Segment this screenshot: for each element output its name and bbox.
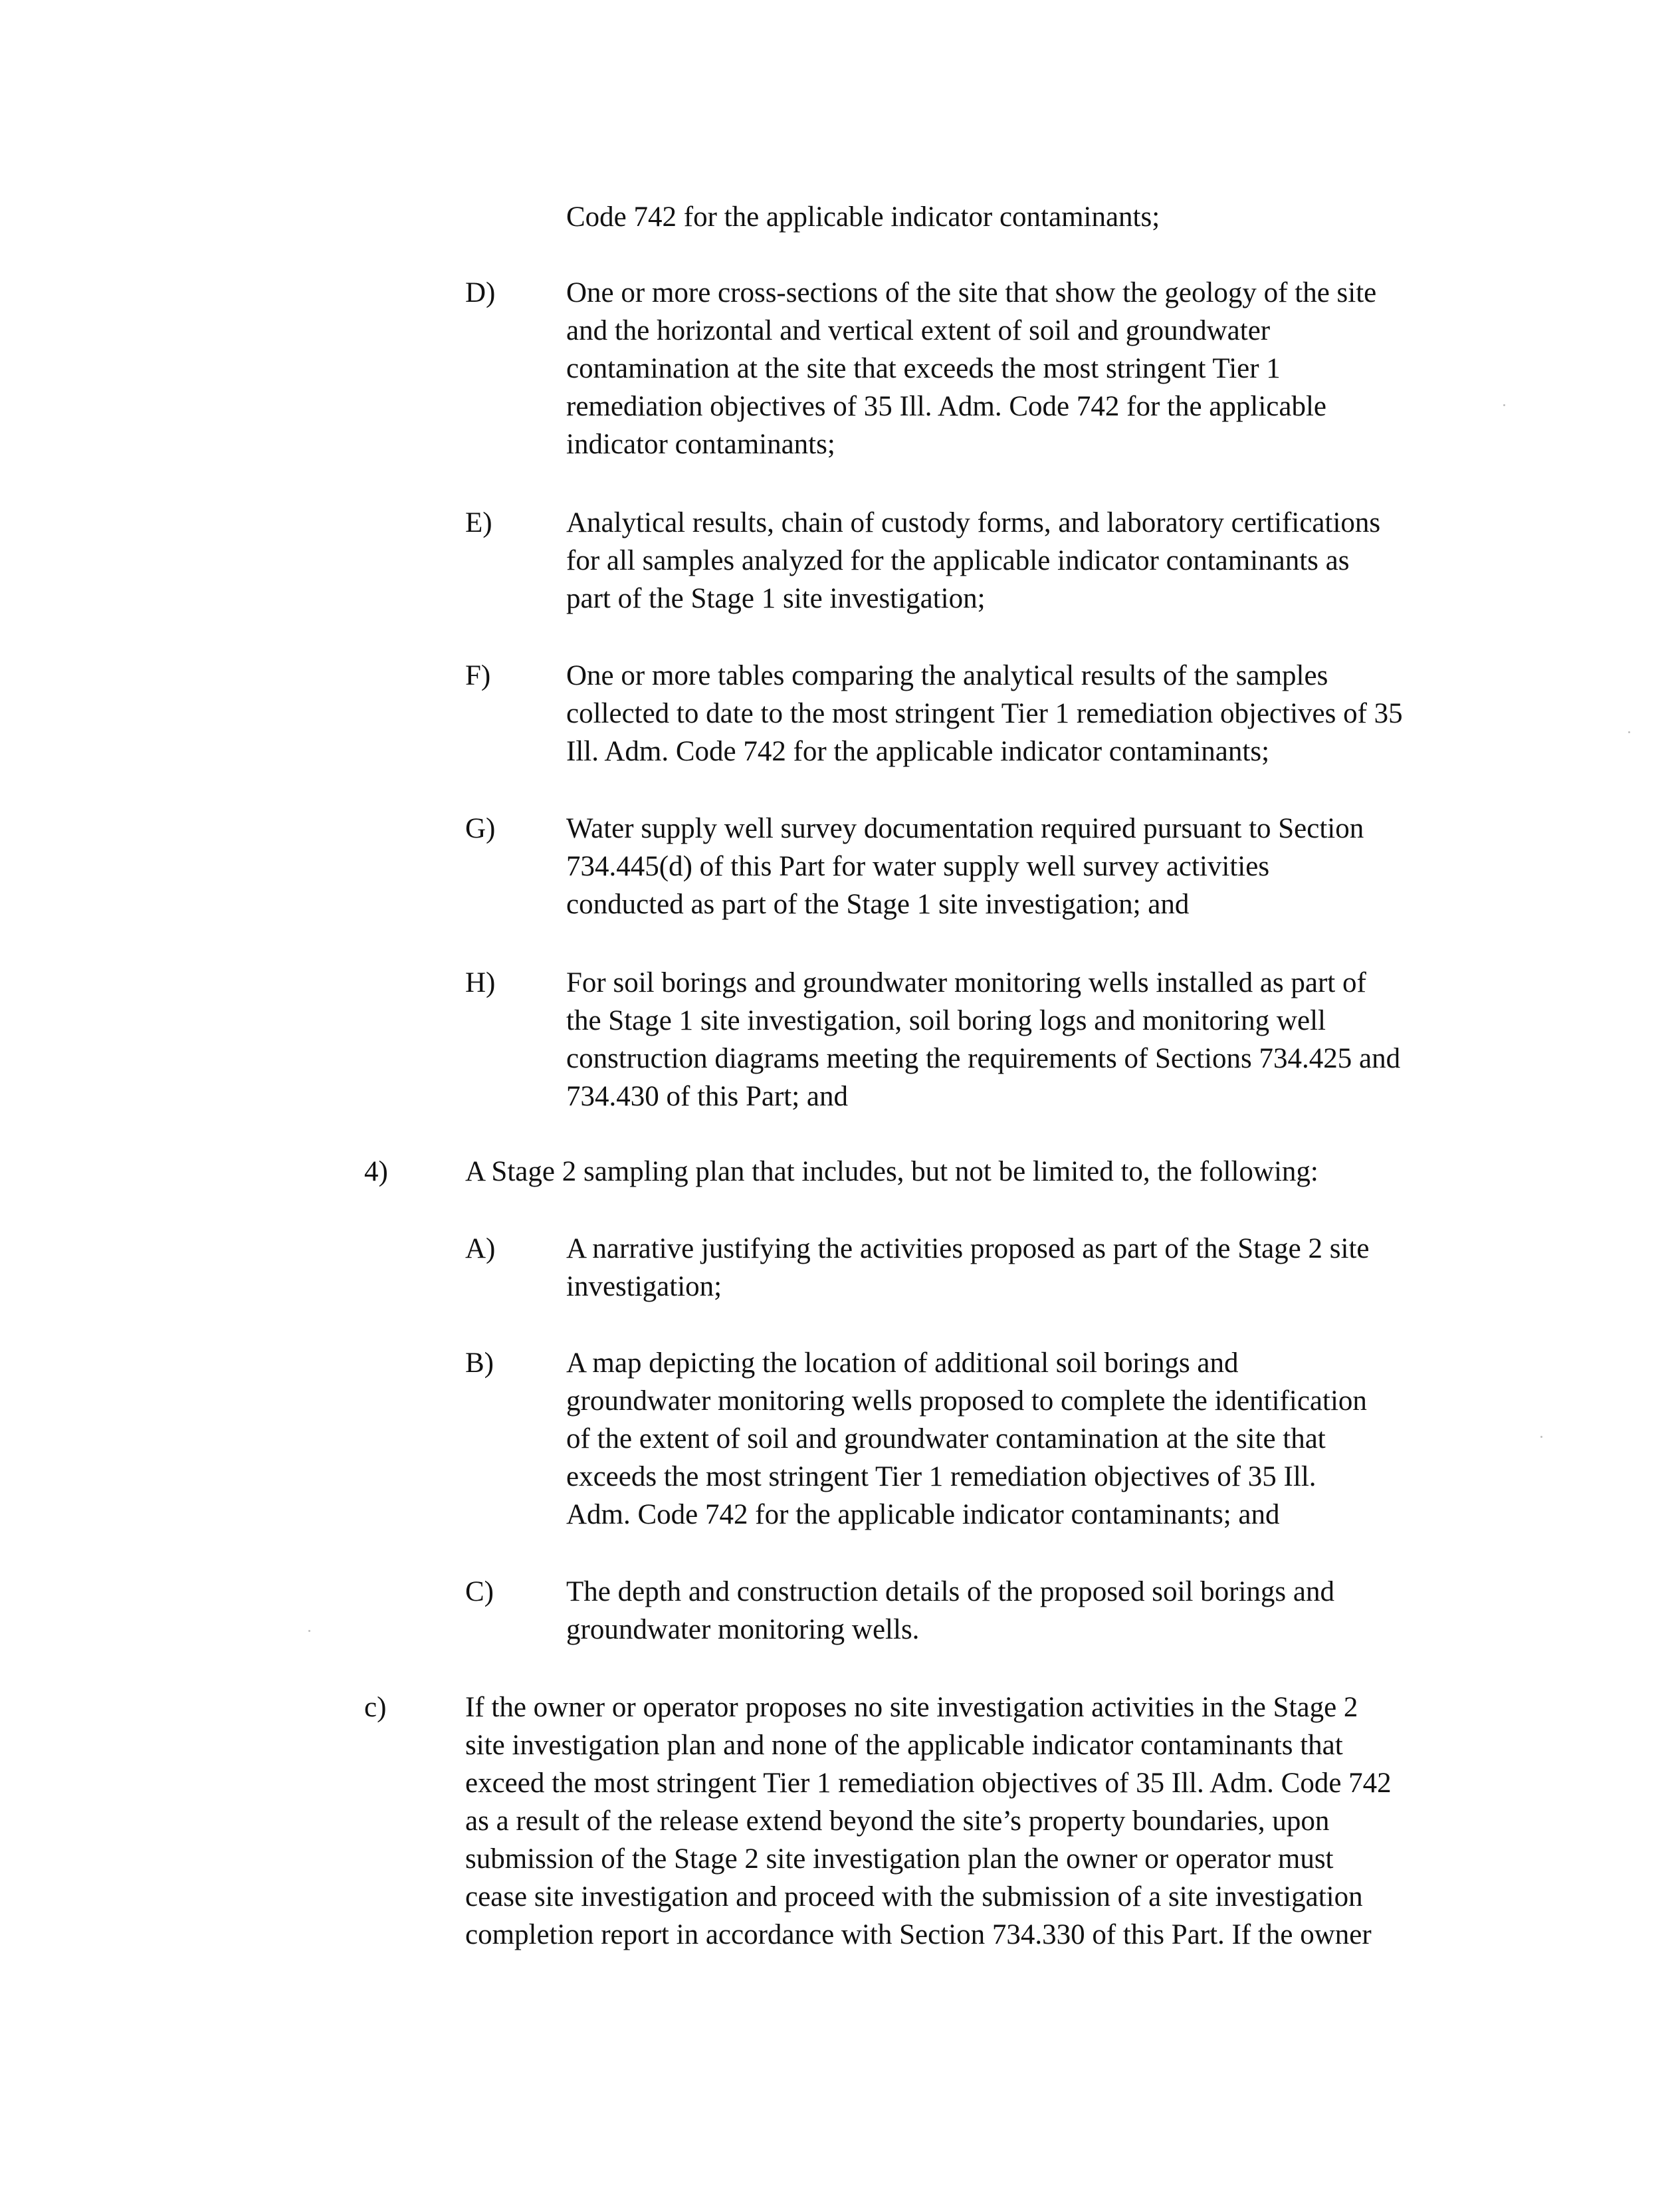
scan-speck — [1540, 1436, 1542, 1438]
item-label-c-sub: C) — [465, 1576, 494, 1607]
item-text-c: If the owner or operator proposes no site investigation activities in the Stage 2 site investigation plan and none of the applicable indicator contaminants that exceed the most stringent Tier 1 remediation objectives of 35 Ill. Adm. Code 742 as a result of the release extend beyond the site’s property boundaries, upon submission of the Stage 2 site investigation plan the owner or operator must cease site investigation and proceed with the submission of a site investigation completion report in accordance with Section 734.330 of this Part. If the owner — [465, 1692, 1392, 1950]
continuation-line: Code 742 for the applicable indicator contaminants; — [566, 201, 1160, 233]
item-label-g: G) — [465, 813, 496, 844]
item-label-h: H) — [465, 967, 496, 998]
item-label-c: c) — [364, 1692, 387, 1723]
item-text-4: A Stage 2 sampling plan that includes, but not be limited to, the following: — [465, 1156, 1318, 1187]
scan-speck — [1628, 731, 1630, 733]
item-text-g: Water supply well survey documentation required pursuant to Section 734.445(d) of this Part for water supply well survey activities conducted as part of the Stage 1 site investigation; and — [566, 813, 1364, 920]
item-text-a: A narrative justifying the activities proposed as part of the Stage 2 site investigation; — [566, 1233, 1370, 1302]
item-label-b: B) — [465, 1347, 494, 1379]
item-text-c-sub: The depth and construction details of the proposed soil borings and groundwater monitoring wells. — [566, 1576, 1334, 1645]
item-label-e: E) — [465, 507, 492, 538]
item-text-e: Analytical results, chain of custody forms, and laboratory certifications for all samples analyzed for the applicable indicator contaminants as part of the Stage 1 site investigation; — [566, 507, 1381, 614]
item-text-d: One or more cross-sections of the site that show the geology of the site and the horizontal and vertical extent of soil and groundwater contamination at the site that exceeds the most stringent Tier 1 remediation objectives of 35 Ill. Adm. Code 742 for the applicable indicator contaminants; — [566, 277, 1377, 460]
item-label-a: A) — [465, 1233, 496, 1264]
item-text-h: For soil borings and groundwater monitoring wells installed as part of the Stage 1 site investigation, soil boring logs and monitoring well construction diagrams meeting the requirements of Sections 734.425 and 734.430 of this Part; and — [566, 967, 1401, 1112]
scan-speck — [1503, 404, 1505, 406]
scan-speck — [308, 1630, 310, 1632]
item-label-4: 4) — [364, 1156, 388, 1187]
item-label-f: F) — [465, 660, 491, 691]
item-label-d: D) — [465, 277, 496, 308]
item-text-b: A map depicting the location of additional soil borings and groundwater monitoring wells proposed to complete the identification of the extent of soil and groundwater contamination at the site that exceeds the most stringent Tier 1 remediation objectives of 35 Ill. Adm. Code 742 for the applicable indicator contaminants; and — [566, 1347, 1367, 1530]
item-text-f: One or more tables comparing the analytical results of the samples collected to date to the most stringent Tier 1 remediation objectives of 35 Ill. Adm. Code 742 for the applicable indicator contaminants; — [566, 660, 1403, 767]
